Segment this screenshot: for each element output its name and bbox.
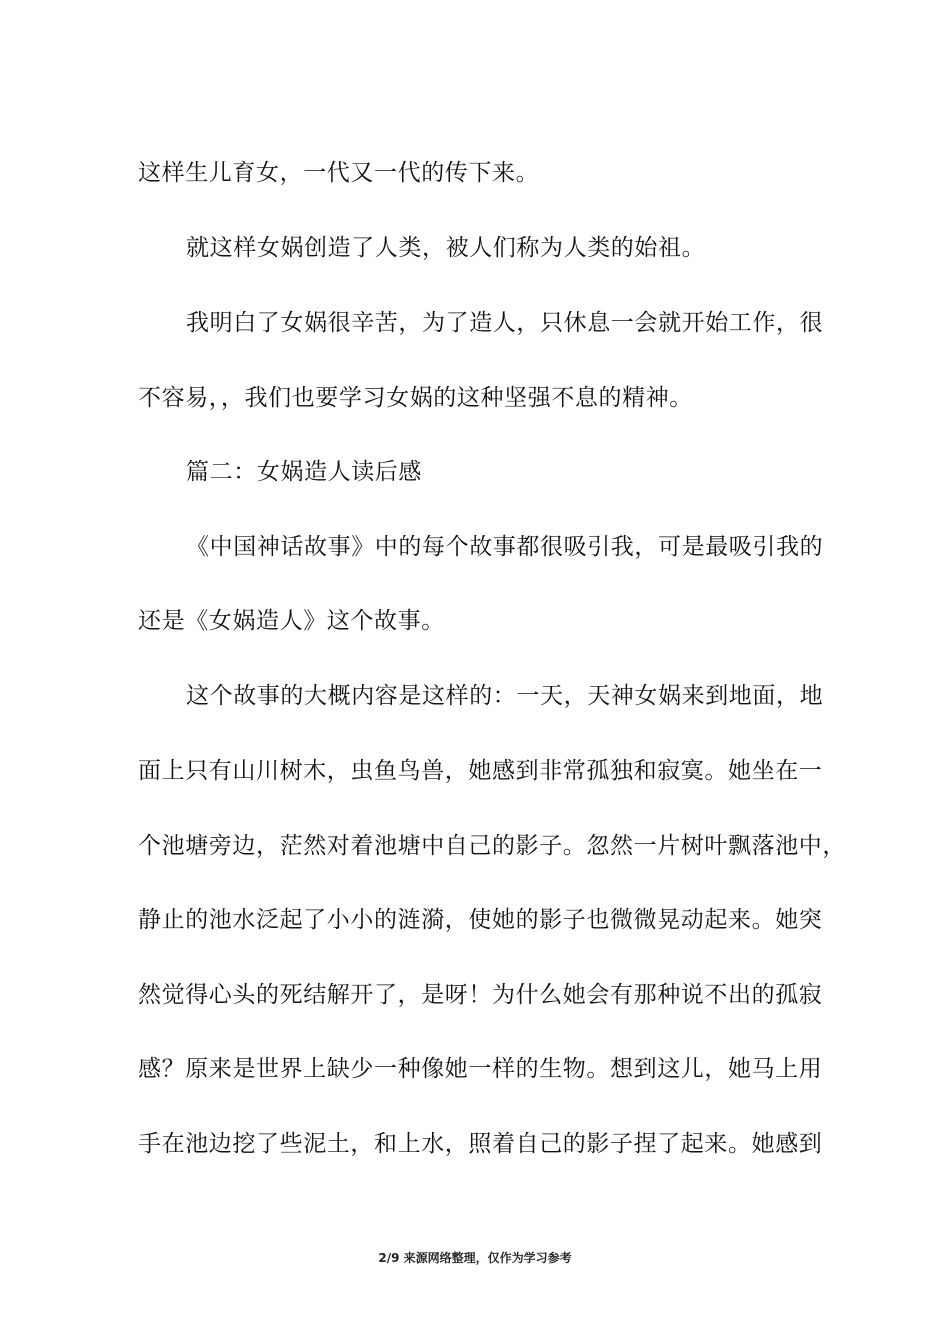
paragraph-line: 就这样女娲创造了人类，被人们称为人类的始祖。 xyxy=(186,235,706,261)
paragraph-line: 面上只有山川树木，虫鱼鸟兽，她感到非常孤独和寂寞。她坐在一 xyxy=(138,758,823,784)
section-heading: 篇二：女娲造人读后感 xyxy=(186,459,422,485)
paragraph-line: 感？原来是世界上缺少一种像她一样的生物。想到这儿，她马上用 xyxy=(138,1056,823,1082)
paragraph-line: 不容易，，我们也要学习女娲的这种坚强不息的精神。 xyxy=(138,385,693,411)
paragraph-line: 《中国神话故事》中的每个故事都很吸引我，可是最吸引我的 xyxy=(186,534,824,560)
paragraph-line: 还是《女娲造人》这个故事。 xyxy=(138,608,445,634)
paragraph-line: 这样生儿育女，一代又一代的传下来。 xyxy=(138,160,540,186)
paragraph-line: 这个故事的大概内容是这样的：一天，天神女娲来到地面，地 xyxy=(186,683,824,709)
paragraph-line: 我明白了女娲很辛苦，为了造人，只休息一会就开始工作，很 xyxy=(186,310,824,336)
paragraph-line: 然觉得心头的死结解开了，是呀！为什么她会有那种说不出的孤寂 xyxy=(138,982,823,1008)
page-footer: 2/9 来源网络整理，仅作为学习参考 xyxy=(378,1251,572,1265)
paragraph-line: 个池塘旁边，茫然对着池塘中自己的影子。忽然一片树叶飘落池中， xyxy=(138,833,846,859)
paragraph-line: 静止的池水泛起了小小的涟漪，使她的影子也微微晃动起来。她突 xyxy=(138,907,823,933)
paragraph-line: 手在池边挖了些泥土，和上水，照着自己的影子捏了起来。她感到 xyxy=(138,1131,823,1157)
